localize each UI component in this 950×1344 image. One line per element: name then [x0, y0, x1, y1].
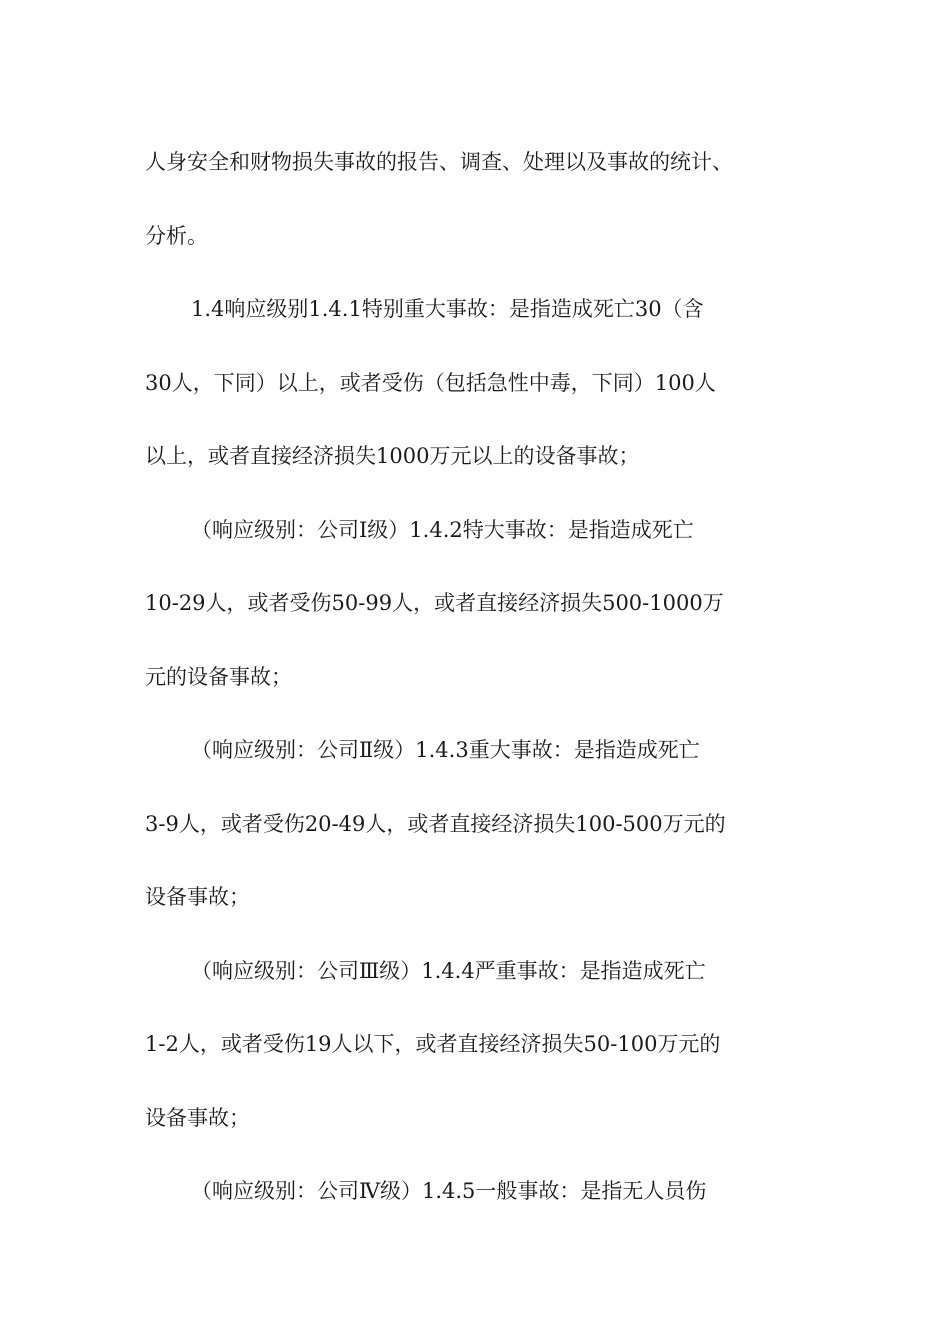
document-body [145, 126, 810, 1229]
text-line: （响应级别：公司Ⅲ级）1.4.4严重事故：是指造成死亡 [191, 958, 706, 983]
text-line: 1-2人，或者受伤19人以下，或者直接经济损失50-100万元的 [145, 1032, 721, 1056]
text-line: 人身安全和财物损失事故的报告、调查、处理以及事故的统计、 [145, 150, 733, 174]
text-line: 设备事故； [145, 1105, 250, 1130]
text-line: 3-9人，或者受伤20-49人，或者直接经济损失100-500万元的 [145, 811, 726, 836]
text-line: 1.4响应级别1.4.1特别重大事故：是指造成死亡30（含 [191, 297, 704, 321]
text-line: （响应级别：公司Ⅰ级）1.4.2特大事故：是指造成死亡 [191, 517, 694, 542]
text-line: 以上，或者直接经济损失1000万元以上的设备事故； [145, 444, 640, 468]
text-line: 10-29人，或者受伤50-99人，或者直接经济损失500-1000万 [145, 591, 724, 615]
text-line: 设备事故； [145, 885, 250, 909]
text-line: （响应级别：公司Ⅳ级）1.4.5一般事故：是指无人员伤 [191, 1179, 707, 1203]
text-line: 30人，下同）以上，或者受伤（包括急性中毒，下同）100人 [145, 370, 716, 395]
text-line: 分析。 [145, 223, 208, 248]
text-line: 元的设备事故； [145, 664, 292, 689]
text-line: （响应级别：公司Ⅱ级）1.4.3重大事故：是指造成死亡 [191, 738, 700, 762]
